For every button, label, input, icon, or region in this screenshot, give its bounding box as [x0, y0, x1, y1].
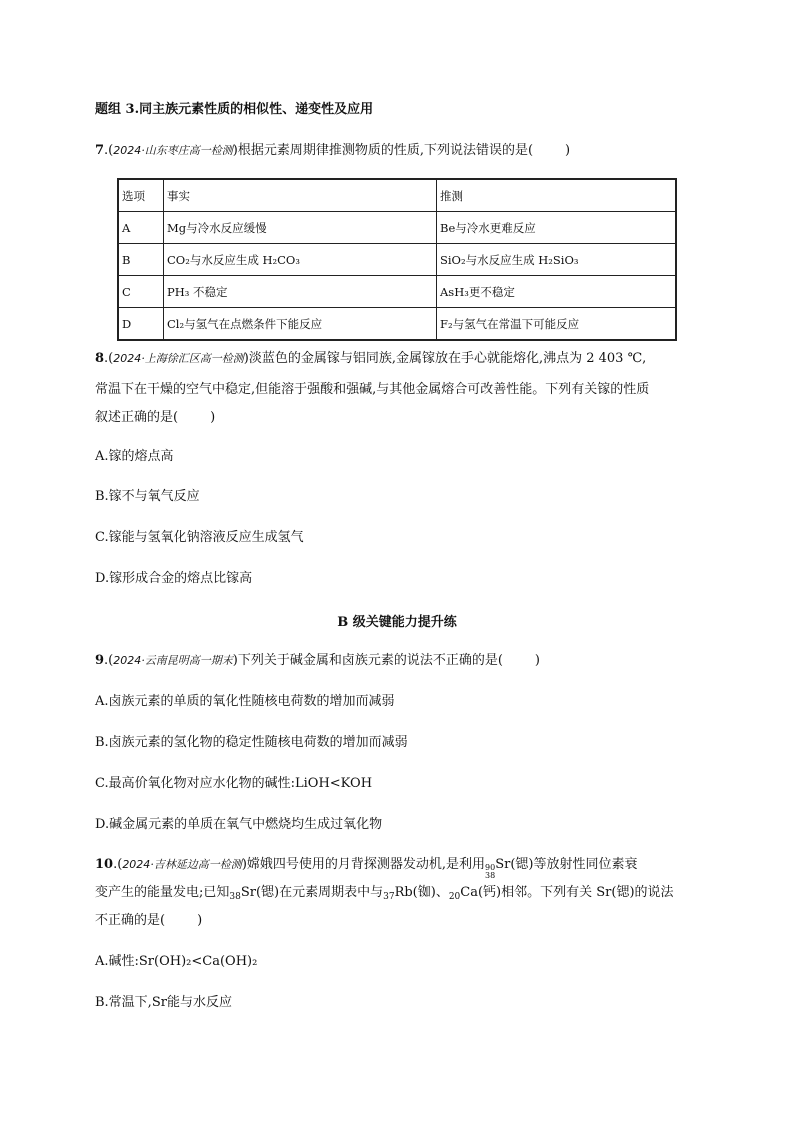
atomic-number: 38 [229, 892, 241, 902]
table-cell: AsH₃更不稳定 [437, 276, 677, 308]
question-10-line-3 [95, 912, 202, 930]
answer-blank-close: ) [565, 143, 571, 158]
option-b: B.卤族元素的氢化物的稳定性随核电荷数的增加而减弱 [95, 735, 408, 750]
question-text: Sr(锶)等放射性同位素衰 [495, 857, 638, 872]
table-cell: PH₃ 不稳定 [164, 276, 437, 308]
facts-table [117, 178, 677, 341]
question-number: 8 [95, 351, 105, 366]
table-cell: F₂与氢气在常温下可能反应 [437, 308, 677, 341]
question-text: 不正确的是( [95, 913, 166, 928]
option-b: B.镓不与氧气反应 [95, 489, 200, 504]
atomic-number: 20 [448, 892, 461, 902]
table-cell: C [118, 276, 164, 308]
isotope-notation [485, 864, 495, 880]
table-header-cell: 事实 [164, 179, 437, 212]
table-header-cell: 选项 [118, 179, 164, 212]
source-open: .( [104, 143, 114, 158]
answer-blank-close: ) [197, 913, 203, 928]
question-text: )下列关于碱金属和卤族元素的说法不正确的是( [232, 653, 503, 668]
table-cell: Cl₂与氢气在点燃条件下能反应 [164, 308, 437, 341]
table-row [118, 244, 676, 276]
option-a: A.镓的熔点高 [95, 449, 174, 464]
table-row [118, 308, 676, 341]
question-text: Rb(铷)、 [394, 885, 449, 900]
table-cell: D [118, 308, 164, 341]
question-source: 2024·上海徐汇区高一检测 [113, 352, 244, 365]
question-source: 2024·吉林延边高一检测 [122, 858, 242, 871]
table-cell: A [118, 212, 164, 244]
question-text: Ca(钙)相邻。下列有关 Sr(锶)的说法 [460, 885, 674, 900]
question-8-line-3 [95, 409, 215, 427]
level-title: B 级关键能力提升练 [337, 615, 457, 630]
section-title: 题组 3.同主族元素性质的相似性、递变性及应用 [95, 102, 374, 117]
table-cell: Be与冷水更难反应 [437, 212, 677, 244]
question-number: 10 [95, 857, 114, 872]
question-text: )淡蓝色的金属镓与铝同族,金属镓放在手心就能熔化,沸点为 2 403 ℃, [243, 351, 647, 366]
answer-blank-close: ) [210, 410, 216, 425]
atomic-number: 38 [485, 871, 496, 880]
question-number: 9 [95, 653, 105, 668]
table-cell: B [118, 244, 164, 276]
question-10-line-1: 10.(2024·吉林延边高一检测)嫦娥四号使用的月背探测器发动机,是利用 90 38 Sr(锶)等放射性同位素衰 [95, 857, 638, 880]
option-c: C.镓能与氢氧化钠溶液反应生成氢气 [95, 530, 304, 545]
table-header-cell: 推测 [437, 179, 677, 212]
table-cell: CO₂与水反应生成 H₂CO₃ [164, 244, 437, 276]
answer-blank-close: ) [534, 653, 540, 668]
option-b: B.常温下,Sr能与水反应 [95, 995, 232, 1010]
table-cell: Mg与冷水反应缓慢 [164, 212, 437, 244]
option-a: A.碱性:Sr(OH)₂<Ca(OH)₂ [95, 954, 258, 969]
question-text: 变产生的能量发电;已知 [95, 885, 230, 900]
table-header-row [118, 179, 676, 212]
table-row [118, 276, 676, 308]
question-source: 2024·山东枣庄高一检测 [113, 144, 233, 157]
question-text: )嫦娥四号使用的月背探测器发动机,是利用 [241, 857, 486, 872]
question-10-line-2 [95, 884, 674, 906]
option-c: C.最高价氧化物对应水化物的碱性:LiOH<KOH [95, 776, 373, 791]
option-d: D.镓形成合金的熔点比镓高 [95, 571, 253, 586]
question-text: 叙述正确的是( [95, 410, 179, 425]
atomic-number: 37 [383, 892, 395, 902]
question-number: 7 [95, 143, 105, 158]
table-cell: SiO₂与水反应生成 H₂SiO₃ [437, 244, 677, 276]
question-8-line-2: 常温下在干燥的空气中稳定,但能溶于强酸和强碱,与其他金属熔合可改善性能。下列有关镓的性质 [95, 382, 650, 397]
question-source: 2024·云南昆明高一期末 [113, 654, 233, 667]
question-8-line-1: 8.(2024·上海徐汇区高一检测)淡蓝色的金属镓与铝同族,金属镓放在手心就能熔化,沸点为 2 403 ℃, [95, 351, 647, 366]
option-d: D.碱金属元素的单质在氧气中燃烧均生成过氧化物 [95, 817, 383, 832]
table-row [118, 212, 676, 244]
question-text: Sr(锶)在元素周期表中与 [240, 885, 384, 900]
question-9-stem: 9.(2024·云南昆明高一期末)下列关于碱金属和卤族元素的说法不正确的是( ) [95, 653, 540, 668]
option-a: A.卤族元素的单质的氧化性随核电荷数的增加而减弱 [95, 694, 395, 709]
question-text: )根据元素周期律推测物质的性质,下列说法错误的是( [232, 143, 534, 158]
mass-number: 90 [485, 863, 496, 872]
question-7-stem [95, 142, 570, 160]
